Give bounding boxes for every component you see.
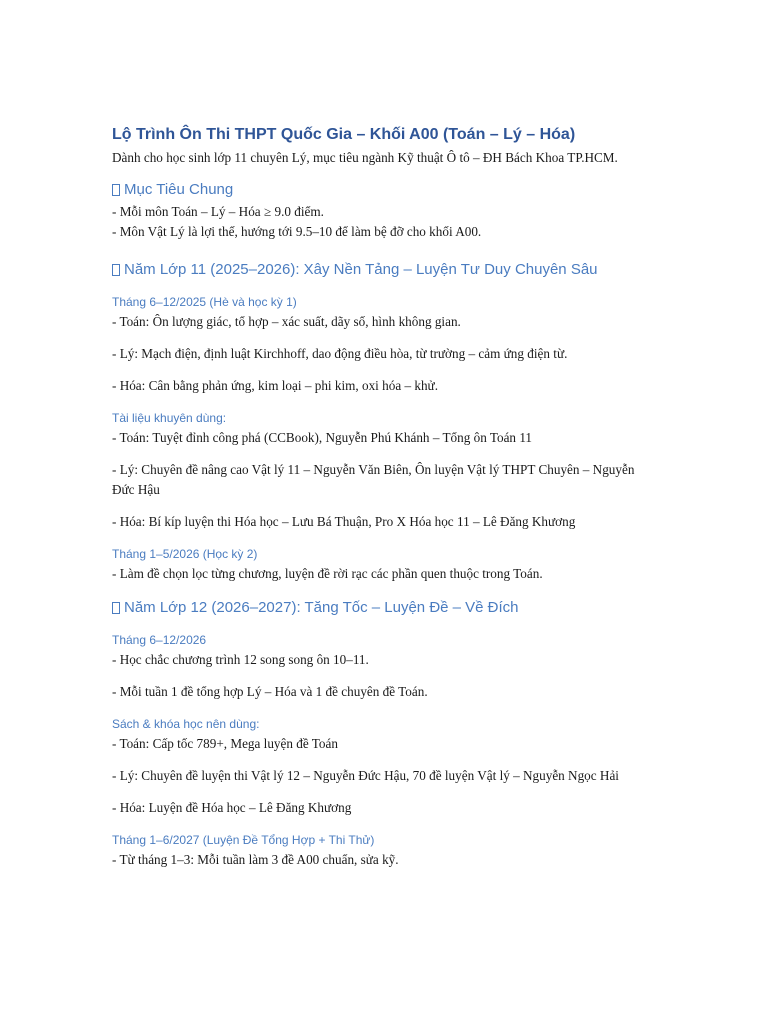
missing-glyph-icon	[112, 602, 120, 614]
material-item: - Toán: Tuyệt đỉnh công phá (CCBook), Nguyễn Phú Khánh – Tổng ôn Toán 11	[112, 430, 533, 445]
goal-item: - Mỗi môn Toán – Lý – Hóa ≥ 9.0 điểm.	[112, 204, 324, 219]
plan-item: - Toán: Ôn lượng giác, tổ hợp – xác suất, dãy số, hình không gian.	[112, 314, 461, 329]
material-item: - Hóa: Luyện đề Hóa học – Lê Đăng Khương	[112, 800, 352, 815]
goal-heading	[112, 180, 657, 200]
plan-item: - Hóa: Cân bằng phản ứng, kim loại – phi kim, oxi hóa – khử.	[112, 378, 438, 393]
plan-item: - Lý: Mạch điện, định luật Kirchhoff, dao động điều hòa, từ trường – cảm ứng điện từ.	[112, 346, 568, 361]
grade11-period2-heading: Tháng 1–5/2026 (Học kỳ 2)	[112, 547, 258, 561]
material-item: - Hóa: Bí kíp luyện thi Hóa học – Lưu Bá Thuận, Pro X Hóa học 11 – Lê Đăng Khương	[112, 514, 576, 529]
doc-intro: Dành cho học sinh lớp 11 chuyên Lý, mục tiêu ngành Kỹ thuật Ô tô – ĐH Bách Khoa TP.HCM.	[112, 150, 618, 165]
grade11-materials-heading: Tài liệu khuyên dùng:	[112, 411, 227, 425]
material-item: - Lý: Chuyên đề nâng cao Vật lý 11 – Nguyễn Văn Biên, Ôn luyện Vật lý THPT Chuyên – Nguyễn Đức Hậu	[112, 462, 635, 497]
grade12-period2-heading: Tháng 1–6/2027 (Luyện Đề Tổng Hợp + Thi Thử)	[112, 833, 375, 847]
plan-item: - Học chắc chương trình 12 song song ôn 10–11.	[112, 652, 369, 667]
missing-glyph-icon	[112, 264, 120, 276]
material-item: - Lý: Chuyên đề luyện thi Vật lý 12 – Nguyễn Đức Hậu, 70 đề luyện Vật lý – Nguyễn Ngọc Hải	[112, 768, 619, 783]
grade12-heading-text: Năm Lớp 12 (2026–2027): Tăng Tốc – Luyện Đề – Về Đích	[124, 599, 519, 616]
document-page	[112, 124, 657, 870]
missing-glyph-icon	[112, 184, 120, 196]
grade11-period1-heading: Tháng 6–12/2025 (Hè và học kỳ 1)	[112, 295, 297, 309]
grade11-heading-text: Năm Lớp 11 (2025–2026): Xây Nền Tảng – Luyện Tư Duy Chuyên Sâu	[124, 261, 598, 278]
grade12-heading	[112, 598, 657, 618]
plan-item: - Từ tháng 1–3: Mỗi tuần làm 3 đề A00 chuẩn, sửa kỹ.	[112, 852, 399, 867]
grade11-heading	[112, 260, 657, 280]
goal-heading-text: Mục Tiêu Chung	[124, 181, 234, 198]
material-item: - Toán: Cấp tốc 789+, Mega luyện đề Toán	[112, 736, 338, 751]
grade12-materials-heading: Sách & khóa học nên dùng:	[112, 717, 260, 731]
doc-title: Lộ Trình Ôn Thi THPT Quốc Gia – Khối A00 (Toán – Lý – Hóa)	[112, 126, 576, 143]
plan-item: - Mỗi tuần 1 đề tổng hợp Lý – Hóa và 1 đề chuyên đề Toán.	[112, 684, 428, 699]
plan-item: - Làm đề chọn lọc từng chương, luyện đề rời rạc các phần quen thuộc trong Toán.	[112, 566, 543, 581]
grade12-period1-heading: Tháng 6–12/2026	[112, 633, 207, 647]
goal-item: - Môn Vật Lý là lợi thế, hướng tới 9.5–10 để làm bệ đỡ cho khối A00.	[112, 224, 482, 239]
